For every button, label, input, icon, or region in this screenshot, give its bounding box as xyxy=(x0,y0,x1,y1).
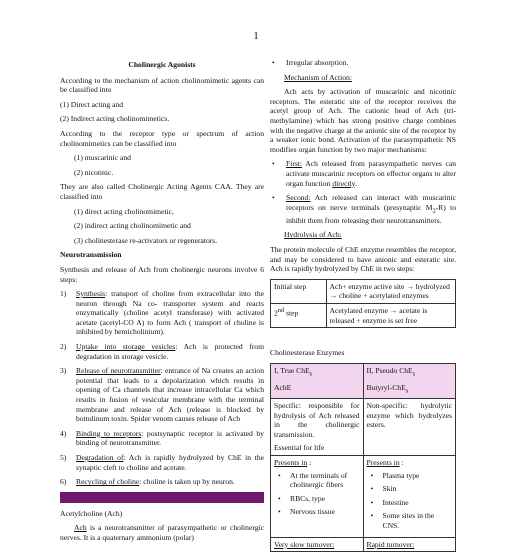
ach-heading: Acetylcholine (Ach) xyxy=(60,508,123,518)
step-number: 2) xyxy=(60,342,67,352)
present-label: Presents in xyxy=(274,457,308,467)
step-title: Synthesis xyxy=(76,289,106,299)
mech-item-2: (2) Indirect acting cholinomimetics. xyxy=(60,114,170,124)
table-row xyxy=(271,303,456,327)
bullet-icon: • xyxy=(278,493,281,503)
second-end: -R) to inhibit them from releasing their neurotransmitters. xyxy=(286,202,456,225)
first-end: directly xyxy=(332,178,355,188)
hydrolysis-heading: Hydrolysis of Ach: xyxy=(284,230,342,240)
moa-paragraph: Ach acts by activation of muscarinic and nicotinic receptors. The esteratic site of the receptor receives the acetyl group of Ach. The cationic head of Ach (tri-methylamine) which has strong positive charge combines with the negative charge at the anionic site of the receptor by a weaker ionic bond. Activation of the parasympathetic NS modifies organ function by two major mechanisms: xyxy=(270,87,456,154)
first-text: Ach released from parasympathetic nerves can activate muscarinic receptors on effector organs to alter organ function xyxy=(286,159,456,188)
table-cell xyxy=(271,455,364,537)
neurotransmission-intro: Synthesis and release of Ach from cholinergic neurons involve 6 steps: xyxy=(60,264,264,284)
che-col1-name: AchE xyxy=(274,382,292,392)
list-item xyxy=(367,471,453,481)
list-item-text: Skin xyxy=(382,484,397,494)
present-list xyxy=(367,471,453,531)
che-col1-title: I, True ChE xyxy=(274,365,310,375)
section-divider-bar xyxy=(60,492,264,503)
table-row xyxy=(271,398,456,455)
table-cell: Initial step xyxy=(271,279,327,303)
table-cell: Very slow turnover: xyxy=(271,537,364,552)
hydrolysis-paragraph: The protein molecule of ChE enzyme resembles the receptor, and may be considered to have anionic and esteratic site. Ach is rapidly hydrolyzed by ChE in two steps: xyxy=(270,245,456,274)
ach-text: is a neurotransmitter of parasympathetic or cholinergic nerves. It is a quaternary ammonium (polar) xyxy=(60,523,264,542)
table-row xyxy=(271,279,456,303)
step-text: : entrance of Na creates an action potential that leads to a depolarization which results in opening of Ca channels that increase intracellular Ca which results in fusion of vesicular membrane with the terminal membrane and release of Ach (release is blocked by bottulinum toxin. Spider venom causes release of Ach xyxy=(76,366,264,424)
ach-term: Ach xyxy=(74,523,87,533)
paragraph-mechanism: According to the mechanism of action cholinomimetic agents can be classified into xyxy=(60,75,264,95)
che-col2-name: Butyryl-ChE xyxy=(366,382,406,392)
table-cell xyxy=(363,398,456,455)
list-item xyxy=(270,58,456,68)
step-item xyxy=(60,453,264,472)
step-text: : postsynaptic receptor is activated by binding of neurotransmitter. xyxy=(76,428,264,448)
table-header-cell xyxy=(271,363,364,398)
bullet-icon: • xyxy=(370,497,374,507)
caa-item-1: (1) direct acting cholinomimetic, xyxy=(74,206,174,216)
paragraph-caa: They are also called Cholinergic Acting Agents CAA. They are classified into xyxy=(60,182,264,201)
bullet-icon: • xyxy=(272,193,275,203)
table-cell: Rapid turnover: xyxy=(363,537,456,552)
table-cell: Ach+ enzyme active site → hydrolyzed → choline + acetylated enzymes xyxy=(326,279,456,303)
step-number: 5) xyxy=(60,453,67,462)
table-cell xyxy=(363,455,456,537)
bullet-icon: • xyxy=(278,470,281,480)
step-title: Binding to receptors xyxy=(76,428,142,438)
step-text: : transport of choline from extracellular into the neuron through Na co- transporter system and reacts enzymatically (choline acetyl transferase) with activated acetate (acetyl-CO A) to form Ach ( transport of choline is inhibited by hemicholinium). xyxy=(76,289,264,337)
step-text: : Ach is rapidly hydrolyzed by ChE in the synaptic cleft to choline and acetate. xyxy=(76,453,264,472)
list-item-text: Some sites in the CNS. xyxy=(382,511,435,530)
caa-item-2: (2) indirect acting cholinomimetic and xyxy=(74,221,191,231)
table-cell xyxy=(271,303,327,327)
list-item xyxy=(367,498,453,508)
che-col1-sub: s xyxy=(309,370,313,378)
receptor-item-2: (2) nicotinic. xyxy=(74,167,114,177)
caa-item-3: (3) cholinesterase re-activators or regenerators. xyxy=(74,235,218,245)
neurotransmission-heading: Neurotransmission xyxy=(60,250,122,260)
bullet-icon: • xyxy=(370,484,374,494)
present-list xyxy=(274,471,360,517)
table-cell: Acetylated enzyme → acetate is released + enzyme is set free xyxy=(326,303,456,327)
step-title: Degradation of xyxy=(76,453,124,462)
list-item xyxy=(274,507,360,517)
che-col1-spec: Specific: responsible for hydrolysis of Ach released in the cholinergic transmission. xyxy=(274,400,360,439)
receptor-item-1: (1) muscarinic and xyxy=(74,153,131,163)
list-item-text: Intestine xyxy=(382,497,409,507)
list-item xyxy=(367,484,453,494)
moa-heading: Mechanism of Action: xyxy=(284,72,352,82)
steps-list xyxy=(60,289,264,487)
cholinesterase-table xyxy=(270,363,456,552)
table-header-row xyxy=(271,363,456,398)
paragraph-receptor: According to the receptor type or spectrum of action cholinomimetics can be classified into xyxy=(60,128,264,148)
list-item xyxy=(274,494,360,504)
list-item xyxy=(270,193,456,225)
che-col2-sub2: s xyxy=(405,387,409,395)
step-text: : Ach is protected from degradation in storage vesicle. xyxy=(76,342,265,361)
list-item-text: Plasma type xyxy=(382,470,420,480)
step-item xyxy=(60,477,264,487)
bullet-icon: • xyxy=(272,159,275,169)
step-item xyxy=(60,342,264,361)
present-colon: : xyxy=(307,457,312,467)
table-cell xyxy=(271,398,364,455)
hydrolysis-steps-table xyxy=(270,279,456,328)
step-sup: nd xyxy=(277,306,285,314)
step-title: Recycling of choline xyxy=(76,477,140,487)
list-item-text: RBCs, type xyxy=(290,493,326,503)
step-title: Release of neurotransmitter xyxy=(76,366,161,376)
present-label: Presents in xyxy=(366,457,400,467)
list-item xyxy=(367,511,453,530)
step-item xyxy=(60,429,264,448)
step-item xyxy=(60,289,264,337)
second-subscript: 2 xyxy=(432,207,436,215)
che-col2-sub: s xyxy=(412,370,416,378)
bullet-icon: • xyxy=(370,470,374,480)
list-item: • First: Ach released from parasympathetic nerves can activate muscarinic receptors on effector organs to alter organ function directly. xyxy=(272,159,456,188)
table-header-cell xyxy=(363,363,456,398)
section-title: Cholinergic Agonists xyxy=(128,60,196,69)
left-column xyxy=(60,60,264,548)
step-number: 3) xyxy=(60,366,67,376)
che-col2-spec: Non-specific: hydrolytic enzyme which hydrolyzes esters. xyxy=(366,400,452,430)
list-item xyxy=(274,471,360,490)
che-col1-spec2: Essential for life xyxy=(274,443,325,453)
ach-paragraph xyxy=(60,523,264,542)
list-item-text: Nervous tissue xyxy=(290,507,335,517)
bullet-icon: • xyxy=(272,58,275,67)
step-num: 2 xyxy=(274,308,278,318)
absorption-list xyxy=(270,58,456,68)
table-row xyxy=(271,537,456,552)
mech-item-1: (1) Direct acting and xyxy=(60,99,124,109)
right-column xyxy=(270,58,456,558)
page-number: 1 xyxy=(253,30,259,42)
present-colon: : xyxy=(399,457,404,467)
step-number: 4) xyxy=(60,428,67,438)
step-number: 1) xyxy=(60,289,67,299)
second-label: Second: xyxy=(286,193,311,203)
second-text: Ach released can interact with muscarinic receptors on nerve terminals (presynaptic M xyxy=(286,193,456,212)
che-col2-title: II, Pseudo ChE xyxy=(366,365,413,375)
step-number: 6) xyxy=(60,477,67,487)
step-item xyxy=(60,366,264,424)
mechanism-list xyxy=(270,159,456,225)
list-item-text: At the terminals of cholinergic fibers xyxy=(290,470,348,490)
step-title: Uptake into storage vesicles xyxy=(76,342,176,352)
bullet-icon: • xyxy=(370,511,374,521)
absorption-text: Irregular absorption. xyxy=(286,58,349,67)
step-rest: step xyxy=(284,308,299,318)
table-row xyxy=(271,455,456,537)
step-text: : choline is taken up by neuron. xyxy=(139,477,235,487)
che-heading: Cholinesterase Enzymes xyxy=(270,348,345,358)
first-label: First: xyxy=(286,159,303,169)
bullet-icon: • xyxy=(278,507,281,517)
